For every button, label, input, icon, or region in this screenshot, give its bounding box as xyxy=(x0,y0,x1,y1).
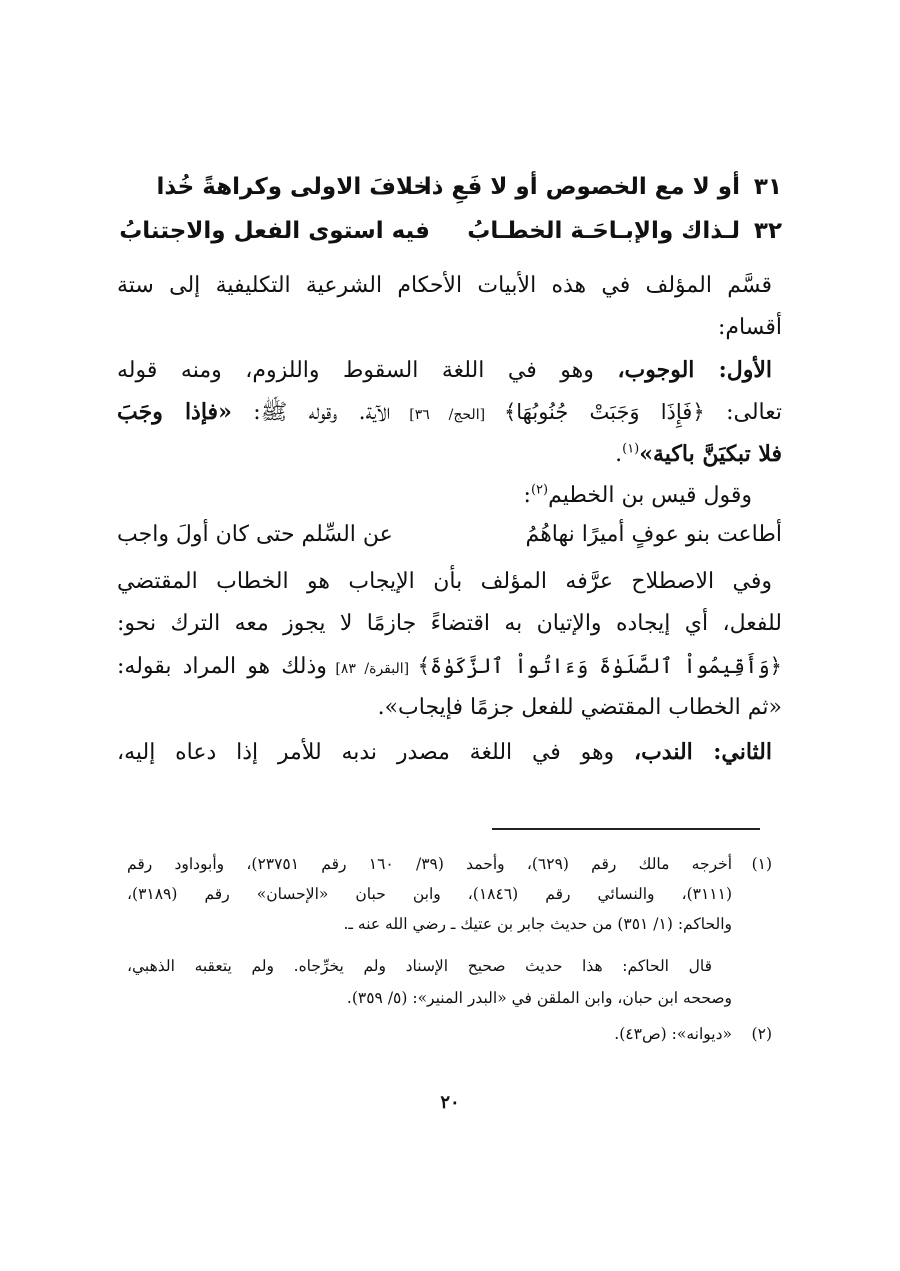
body-line xyxy=(117,352,772,389)
footnote-line xyxy=(127,882,732,906)
body-text: وفي الاصطلاح عرَّفه المؤلف بأن الإيجاب هو الخطاب المقتضي xyxy=(117,569,772,594)
quran-verse: ﴿فَإِذَا وَجَبَتْ جُنُوبُهَا﴾ xyxy=(503,400,705,424)
poem-first-hemistich: أطاعت بنو عوفٍ أميرًا نهاهُمُ xyxy=(525,522,782,547)
body-line xyxy=(117,648,782,687)
quran-verse: ﴿وَأَقِيمُواْ ٱلصَّلَوٰةَ وَءَاتُواْ ٱلزَّكَوٰةَ﴾ xyxy=(417,654,782,678)
section-heading-nadb: الثاني: الندب، xyxy=(633,739,772,765)
verse-second-hemistich: فيه استوى الفعل والاجتنابُ xyxy=(119,218,430,244)
body-line xyxy=(117,436,782,473)
footnote-text: والحاكم: (١/ ٣٥١) من حديث جابر بن عتيك ـ رضي الله عنه ـ. xyxy=(343,915,732,933)
footnote-marker: (١) xyxy=(622,441,640,457)
poem-line xyxy=(117,522,782,547)
body-text: . xyxy=(615,442,623,467)
verse-number: ٣٢ xyxy=(753,218,782,244)
body-line xyxy=(117,268,772,304)
body-text: الآية. وقوله ﷺ: xyxy=(231,400,391,425)
quran-reference: [البقرة/ ٨٣] xyxy=(326,661,418,677)
body-line xyxy=(117,606,782,642)
footnote-line xyxy=(127,986,732,1010)
body-line xyxy=(117,478,752,514)
footnote-2 xyxy=(127,1022,772,1046)
verse-first-hemistich: أو لا مع الخصوص أو لا فَعِ ذا xyxy=(423,174,740,200)
footnote-text: (٣١١١)، والنسائي رقم (١٨٤٦)، وابن حبان «الإحسان» رقم (٣١٨٩)، xyxy=(127,885,732,903)
body-line xyxy=(117,564,772,600)
footnote-number: (٢) xyxy=(751,1025,772,1043)
section-heading-wujub: الأول: الوجوب، xyxy=(617,357,772,383)
footnote-1 xyxy=(127,852,772,876)
body-text: قسَّم المؤلف في هذه الأبيات الأحكام الشرعية التكليفية إلى ستة xyxy=(117,273,772,298)
poem-second-hemistich: عن السِّلم حتى كان أولَ واجب xyxy=(117,522,393,547)
quran-reference: [الحج/ ٣٦] xyxy=(390,407,504,423)
verse-second-hemistich: خلافَ الاولى وكراهةً خُذا xyxy=(156,174,430,200)
body-line xyxy=(117,310,782,346)
body-text: للفعل، أي إيجاده والإتيان به اقتضاءً جازمًا لا يجوز معه الترك نحو: xyxy=(117,611,782,636)
footnote-line xyxy=(127,954,712,978)
footnote-number: (١) xyxy=(751,855,773,873)
verse-number: ٣١ xyxy=(753,174,782,200)
verse-first-hemistich: لـذاك والإبـاحَـة الخطـابُ xyxy=(467,218,740,244)
footnote-text: قال الحاكم: هذا حديث صحيح الإسناد ولم يخرِّجاه. ولم يتعقبه الذهبي، xyxy=(127,957,712,975)
footnote-text: وصححه ابن حبان، وابن الملقن في «البدر المنير»: (٥/ ٣٥٩). xyxy=(346,989,732,1007)
footnote-marker: (٢) xyxy=(530,482,549,498)
body-text: وذلك هو المراد بقوله: xyxy=(117,654,327,679)
footnote-text: «ديوانه»: (ص٤٣). xyxy=(614,1025,732,1043)
page-number: ٢٠ xyxy=(440,1092,460,1113)
hadith-quote: «فإذا وجَبَ xyxy=(117,399,232,425)
body-text: : xyxy=(523,483,531,508)
body-text: وهو في اللغة مصدر ندبه للأمر إذا دعاه إليه، xyxy=(117,740,634,765)
footnote-text: أخرجه مالك رقم (٦٢٩)، وأحمد (٣٩/ ١٦٠ رقم ٢٣٧٥١)، وأبوداود رقم xyxy=(127,855,733,873)
body-text: أقسام: xyxy=(718,315,782,340)
body-line xyxy=(117,394,782,433)
body-text: «ثم الخطاب المقتضي للفعل جزمًا فإيجاب». xyxy=(377,695,782,720)
footnote-separator xyxy=(492,828,760,830)
body-line xyxy=(117,734,772,771)
body-text: وهو في اللغة السقوط واللزوم، ومنه قوله xyxy=(117,358,618,383)
verse-31 xyxy=(117,174,782,200)
body-text: وقول قيس بن الخطيم xyxy=(548,483,752,508)
body-line xyxy=(117,690,782,726)
footnote-line xyxy=(127,912,732,936)
body-text: تعالى: xyxy=(704,400,782,425)
verse-32 xyxy=(117,218,782,244)
hadith-quote: فلا تبكيَنَّ باكية» xyxy=(639,441,782,467)
